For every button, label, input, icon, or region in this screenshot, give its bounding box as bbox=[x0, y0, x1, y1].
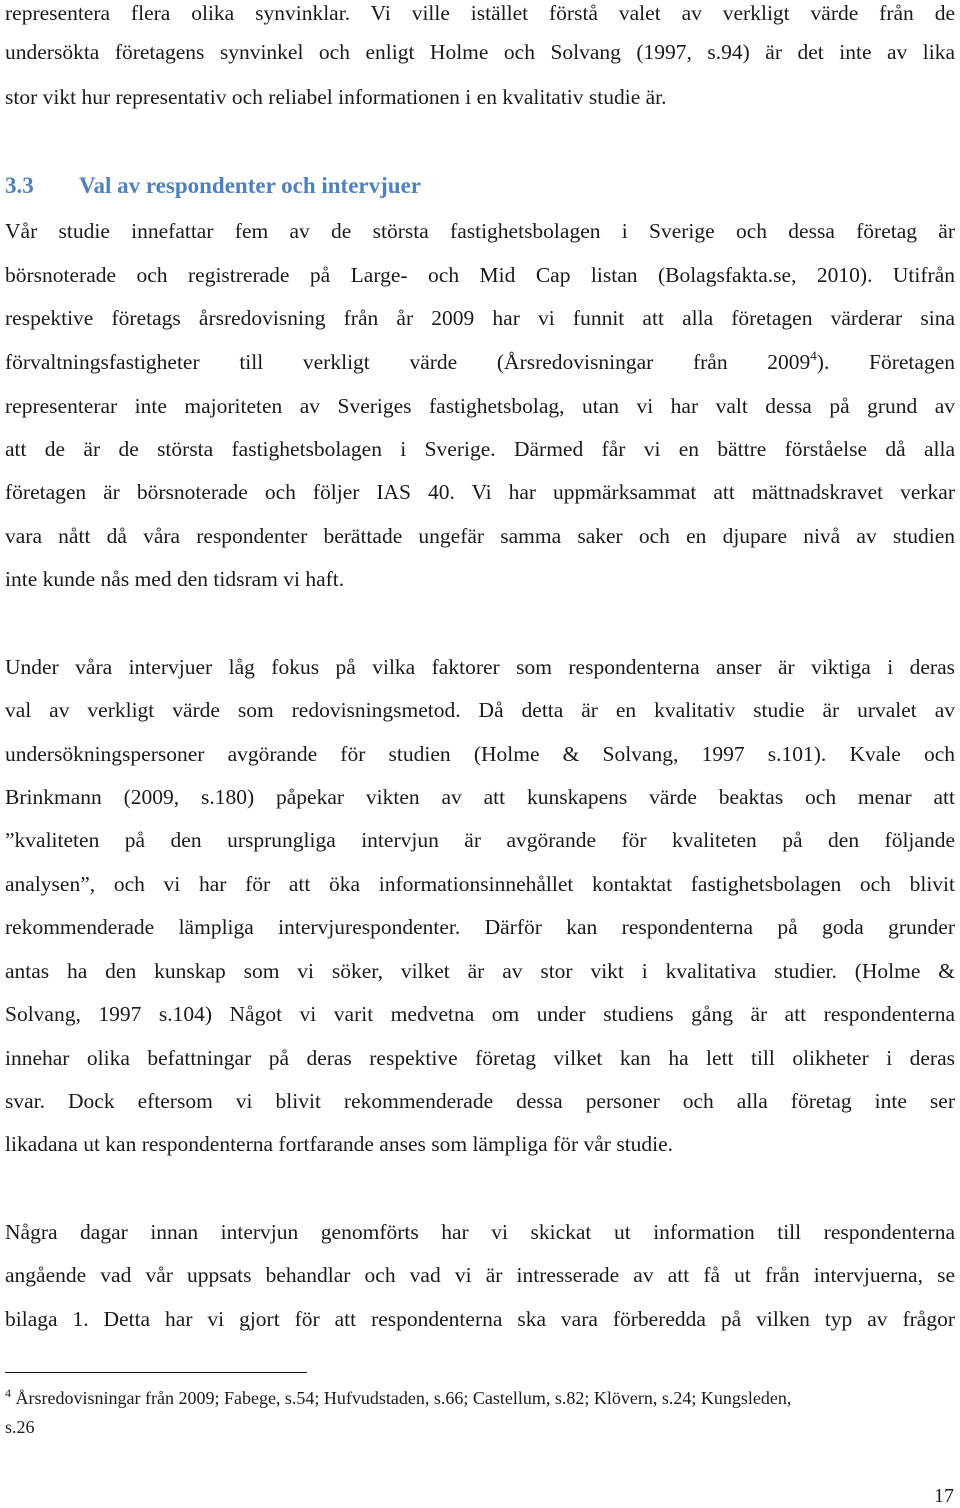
page-number: 17 bbox=[934, 1485, 954, 1507]
body-text-line: innehar olika befattningar på deras respektive företag vilket kan ha lett till olikheter i deras bbox=[5, 1046, 955, 1070]
body-text-line: rekommenderade lämpliga intervjurespondenter. Därför kan respondenterna på goda grunder bbox=[5, 915, 955, 939]
section-title: Val av respondenter och intervjuer bbox=[79, 173, 422, 198]
body-text-line: vara nått då våra respondenter berättade ungefär samma saker och en djupare nivå av studien bbox=[5, 524, 955, 548]
section-number: 3.3 bbox=[5, 173, 34, 198]
text-segment: förvaltningsfastigheter till verkligt värde (Årsredovisningar från 2009 bbox=[5, 350, 811, 374]
footnote-line bbox=[5, 1387, 955, 1409]
body-text-line: Brinkmann (2009, s.180) påpekar vikten av att kunskapens värde beaktas och menar att bbox=[5, 785, 955, 809]
text-segment: ). Företagen bbox=[816, 350, 955, 374]
body-text-line: antas ha den kunskap som vi söker, vilket är av stor vikt i kvalitativa studier. (Holme & bbox=[5, 959, 955, 983]
body-text-line: val av verkligt värde som redovisningsmetod. Då detta är en kvalitativ studie är urvalet av bbox=[5, 698, 955, 722]
body-text-line: angående vad vår uppsats behandlar och vad vi är intresserade av att få ut från intervjuerna, se bbox=[5, 1263, 955, 1287]
body-text-line: likadana ut kan respondenterna fortfarande anses som lämpliga för vår studie. bbox=[5, 1132, 674, 1156]
body-text-line: att de är de största fastighetsbolagen i Sverige. Därmed får vi en bättre förståelse då alla bbox=[5, 437, 955, 461]
body-text-line bbox=[5, 349, 955, 375]
body-text-line: respektive företags årsredovisning från år 2009 har vi funnit att alla företagen värderar sina bbox=[5, 306, 955, 330]
body-text-line: ”kvaliteten på den ursprungliga intervjun är avgörande för kvaliteten på den följande bbox=[5, 828, 955, 852]
body-text-line: Under våra intervjuer låg fokus på vilka faktorer som respondenterna anser är viktiga i deras bbox=[5, 655, 955, 679]
footnote-separator bbox=[5, 1372, 307, 1373]
body-text-line: representerar inte majoriteten av Sveriges fastighetsbolag, utan vi har valt dessa på grund av bbox=[5, 394, 955, 418]
body-text-line: stor vikt hur representativ och reliabel informationen i en kvalitativ studie är. bbox=[5, 85, 667, 109]
body-text-line: analysen”, och vi har för att öka informationsinnehållet kontaktat fastighetsbolagen och blivit bbox=[5, 872, 955, 896]
body-text-line: företagen är börsnoterade och följer IAS 40. Vi har uppmärksammat att mättnadskravet verkar bbox=[5, 480, 955, 504]
section-heading bbox=[5, 172, 421, 200]
body-text-line: Vår studie innefattar fem av de största fastighetsbolagen i Sverige och dessa företag är bbox=[5, 219, 955, 243]
footnote-marker: 4 bbox=[5, 1386, 11, 1400]
body-text-line: undersökta företagens synvinkel och enligt Holme och Solvang (1997, s.94) är det inte av lika bbox=[5, 40, 955, 64]
footnote-line: s.26 bbox=[5, 1417, 35, 1437]
body-text-line: svar. Dock eftersom vi blivit rekommenderade dessa personer och alla företag inte ser bbox=[5, 1089, 955, 1113]
body-text-line: börsnoterade och registrerade på Large- och Mid Cap listan (Bolagsfakta.se, 2010). Utifrån bbox=[5, 263, 955, 287]
body-text-line: representera flera olika synvinklar. Vi ville istället förstå valet av verkligt värde från de bbox=[5, 1, 955, 25]
text-segment bbox=[810, 350, 955, 374]
body-text-line: inte kunde nås med den tidsram vi haft. bbox=[5, 567, 345, 591]
body-text-line: Några dagar innan intervjun genomförts har vi skickat ut information till respondenterna bbox=[5, 1220, 955, 1244]
body-text-line: bilaga 1. Detta har vi gjort för att respondenterna ska vara förberedda på vilken typ av frågor bbox=[5, 1307, 955, 1331]
body-text-line: Solvang, 1997 s.104) Något vi varit medvetna om under studiens gång är att respondenterna bbox=[5, 1002, 955, 1026]
footnote-reference[interactable]: 4 bbox=[810, 348, 817, 363]
footnote-text: Årsredovisningar från 2009; Fabege, s.54; Hufvudstaden, s.66; Castellum, s.82; Klövern, s.24; Kungsleden, bbox=[11, 1388, 792, 1408]
body-text-line: undersökningspersoner avgörande för studien (Holme & Solvang, 1997 s.101). Kvale och bbox=[5, 742, 955, 766]
